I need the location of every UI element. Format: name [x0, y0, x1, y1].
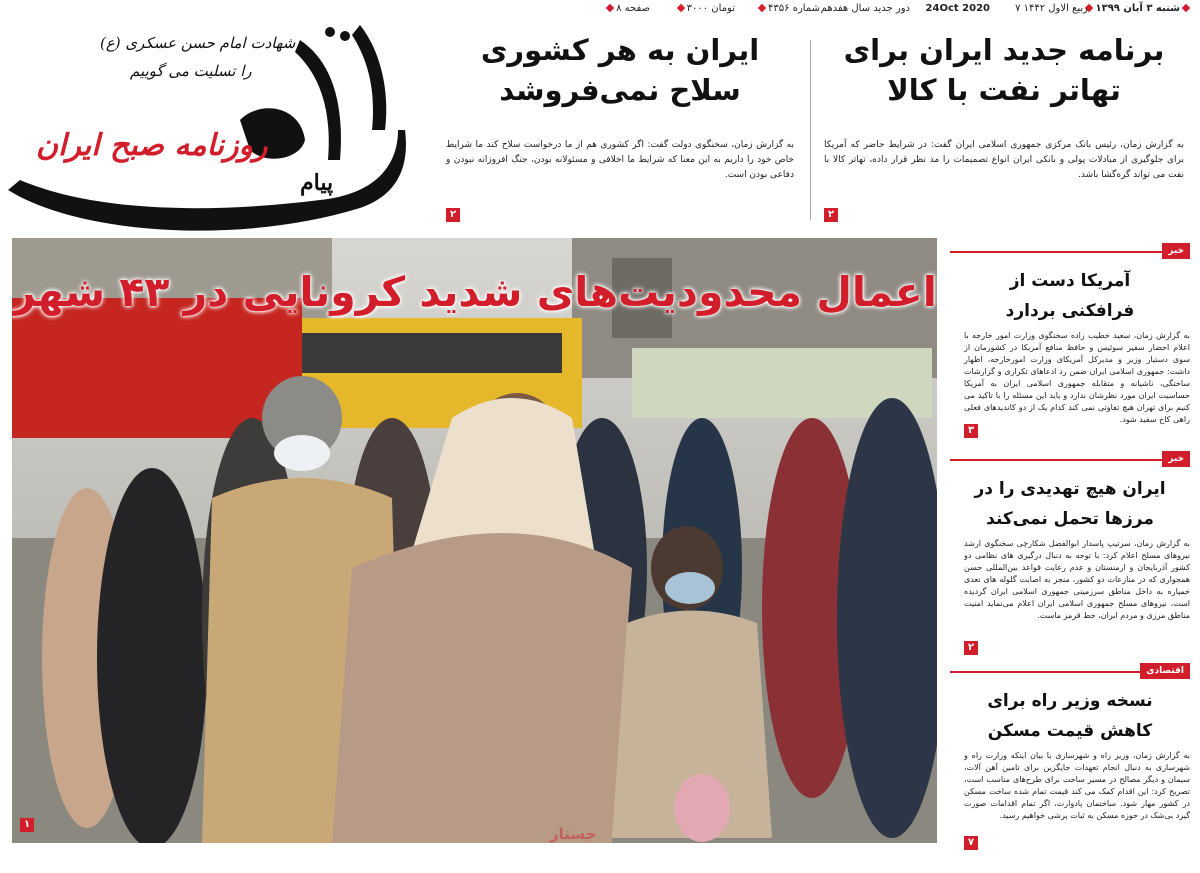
main-headline[interactable]: اعمال محدودیت‌های شدید کرونایی در ۴۳ شهر — [12, 268, 937, 316]
main-photo[interactable] — [12, 238, 937, 843]
section-tag: خبر — [1162, 243, 1190, 259]
sidebar-headline[interactable]: ایران هیچ تهدیدی را در مرزها تحمل نمی‌کند — [974, 479, 1166, 529]
date-hijri: ۷ ربیع الاول ۱۴۴۲ — [1015, 3, 1088, 14]
condolence-line-2: را تسلیت می گوییم — [130, 62, 252, 80]
lead-middle-headline[interactable]: ایران به هر کشوری سلاح نمی‌فروشد — [480, 33, 760, 107]
sidebar-body: به گزارش زمان، سعید خطیب زاده سخنگوی وزارت امور خارجه با اعلام احضار سفیر سوئیس و حافظ منافع آمریکا در کشورمان از سوی دستیار وزیر و مدیرکل آمریکای وزارت امورخارجه، اظهار داشت: جمهوری اسلامی ایران ضمن رد ادعاهای تکراری و گزارشات ساختگی، ناشیانه و متقابله جمهوری اسلامی ایران به آمریکا حساسیت ایران مورد نظرشان ندارد و باید این مسئله را با تاکید می کنیم برای تهران هیچ تفاوتی نمی کند کدام یک از دو کاندیدهای فعلی راهی کاخ سفید شود. — [964, 331, 1190, 424]
issue-number: شماره ۴۳۵۶ — [756, 3, 820, 14]
page-ref-badge: ۷ — [964, 836, 978, 850]
sidebar-body: به گزارش زمان، وزیر راه و شهرسازی با بیان اینکه وزارت راه و شهرسازی به دنبال انجام تعهدات جایگزین برای تامین آهن آلات، سیمان و دیگر مصالح در مسیر ساخت برای طرح‌های مناسب است، تصریح کرد: این اقدام کمک می کند قیمت تمام شده ساخت مسکن در کشور مهار شود. ساختمان پادوارت، اگر تمام اقدامات صورت گیرد بی‌شک در حوزه مسکن به ثبات پرشی خواهیم رسید. — [964, 751, 1190, 820]
page-ref-badge: ۲ — [824, 208, 838, 222]
lead-middle-body: به گزارش زمان، سخنگوی دولت گفت: اگر کشوری هم از ما درخواست سلاح کند ما شرایط خاص خود را داریم به این معنا که شرایط ما اخلاقی و مسئولانه بودن، جنگ افروزانه نبودن و دفاعی بودن است. — [446, 140, 794, 180]
lead-story-right — [818, 30, 1190, 230]
lead-story-middle — [440, 30, 800, 230]
page-ref-badge: ۳ — [964, 424, 978, 438]
sidebar-story — [950, 658, 1190, 858]
masthead — [0, 20, 420, 238]
page-count: ۸ صفحه — [604, 3, 650, 14]
watermark: جستار — [550, 825, 597, 843]
section-tag: خبر — [1162, 451, 1190, 467]
red-rule — [950, 251, 1190, 253]
column-divider — [810, 40, 811, 220]
lead-right-body: به گزارش زمان، رئیس بانک مرکزی جمهوری اسلامی ایران گفت: در شرایط حاضر که آمریکا برای جلوگیری از مبادلات پولی و بانکی ایران انواع تصمیمات را مد نظر قرار داده، تهاتر کالا با نفت می تواند گره‌گشا باشد. — [824, 140, 1184, 180]
date-persian: شنبه ۳ آبان ۱۳۹۹ — [1083, 3, 1192, 14]
tagline: روزنامه صبح ایران — [36, 128, 268, 163]
page-ref-badge: ۲ — [964, 641, 978, 655]
sidebar-headline[interactable]: آمریکا دست از فرافکنی بردارد — [1005, 271, 1135, 321]
condolence-line-1: شهادت امام حسن عسکری (ع) — [100, 34, 296, 52]
sidebar — [950, 238, 1190, 858]
sidebar-story — [950, 238, 1190, 443]
date-english: 24Oct 2020 — [925, 3, 990, 14]
street-crowd-photo — [12, 238, 937, 843]
logo-prefix: پیام — [300, 170, 334, 196]
section-tag: اقتصادی — [1140, 663, 1190, 679]
red-rule — [950, 459, 1190, 461]
lead-right-headline[interactable]: برنامه جدید ایران برای تهاتر نفت با کالا — [843, 33, 1165, 107]
price-label: ۳۰۰۰ تومان — [675, 3, 735, 14]
series-label: دور جدید سال هفدهم — [820, 3, 910, 14]
sidebar-body: به گزارش زمان، سرتیپ پاسدار ابوالفضل شکارچی سخنگوی ارشد نیروهای مسلح اعلام کرد: با توجه به دنبال درگیری های نظامی دو کشور آذربایجان و ارمنستان و عدم رعایت قواعد بین‌المللی حسن همجواری که در منازعات دو کشور، منجر به اصابت گلوله های تعدی خمپاره به داخل مناطق سرزمینی جمهوری اسلامی ایران گردیده است، نیروهای مسلح جمهوری اسلامی ایران اعلام می‌نماید امنیت مناطق مرزی و مردم ایران، خط قرمز ماست. — [964, 539, 1190, 620]
issue-info-strip — [0, 0, 1200, 18]
page-ref-badge: ۱ — [20, 818, 34, 832]
page-ref-badge: ۲ — [446, 208, 460, 222]
sidebar-story — [950, 446, 1190, 656]
sidebar-headline[interactable]: نسخه وزیر راه برای کاهش قیمت مسکن — [987, 691, 1153, 741]
